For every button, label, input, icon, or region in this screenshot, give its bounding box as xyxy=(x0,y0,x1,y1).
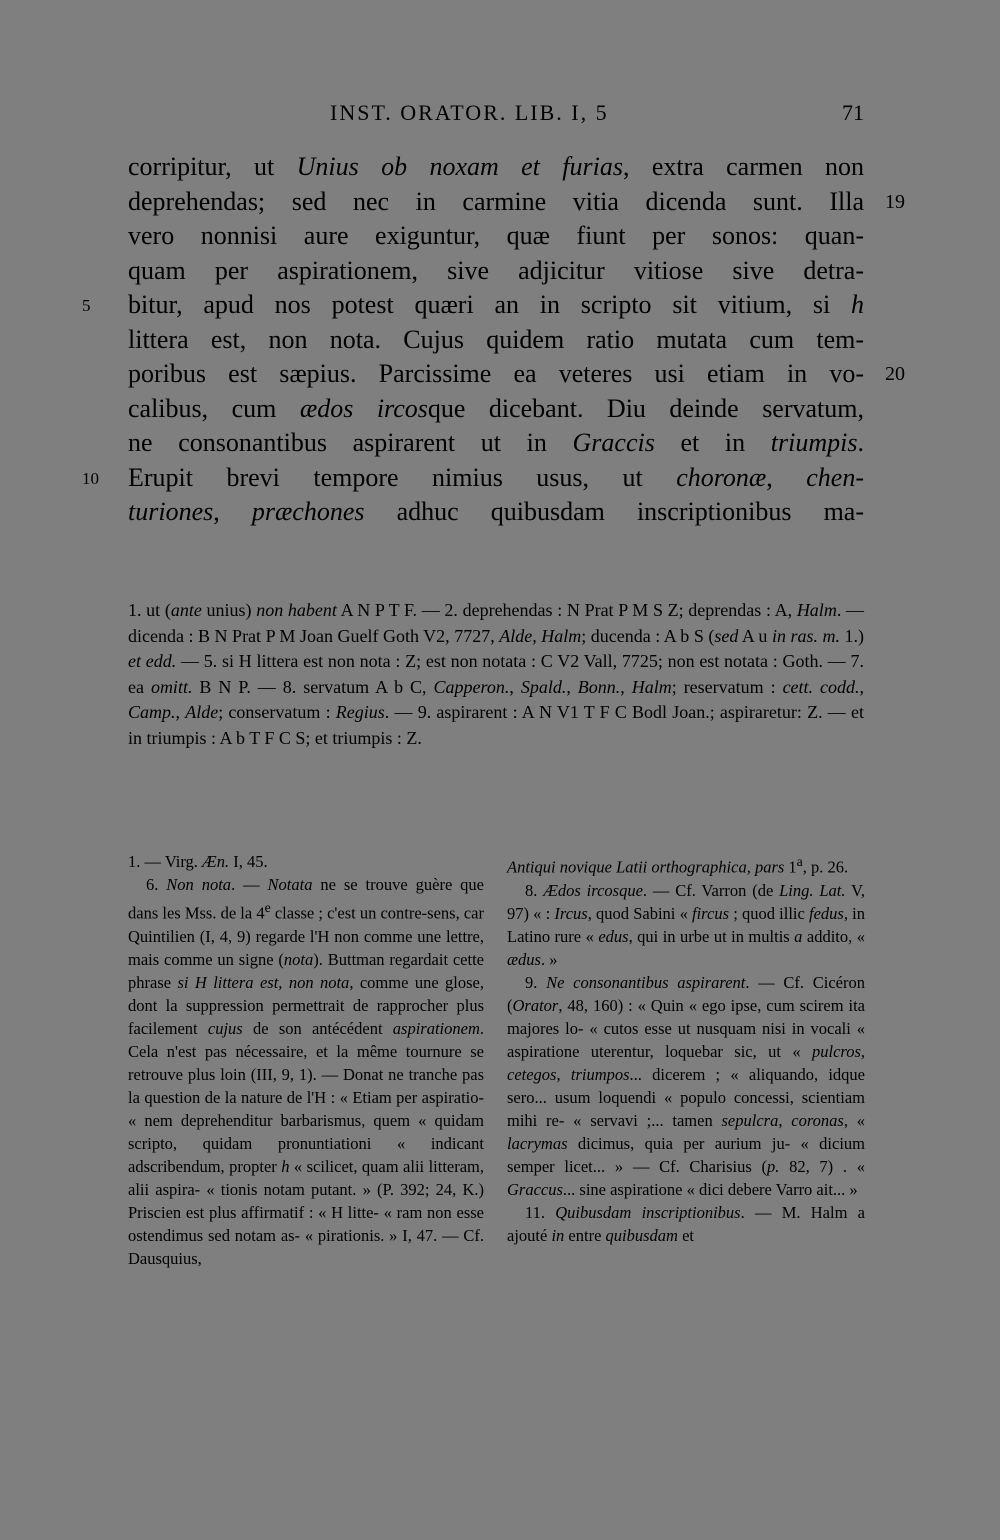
main-text-line: calibus, cum ædos ircosque dicebant. Diu deinde servatum, xyxy=(128,393,864,423)
main-text-line: turiones, præchones adhuc quibusdam inscriptionibus ma- xyxy=(128,497,864,526)
section-number: 20 xyxy=(885,363,905,385)
main-text-line: corripitur, ut Unius ob noxam et furias, extra carmen non xyxy=(128,152,865,181)
critical-apparatus: 1. ut (ante unius) non habent A N P T F. — 2. deprehendas : N Prat P M S Z; deprendas : A, Halm. — dicenda : B N Prat P M Joan Guelf Goth V2, 7727, Alde, Halm; ducenda : A b S (sed A u in ras. m. 1.) et edd. — 5. si H littera est non nota : Z; est non notata : C V2 Vall, 7725; non est notata : Goth. — 7. ea omitt. B N P. — 8. servatum A b C, Capperon., Spald., Bonn., Halm; reservatum : cett. codd., Camp., Alde; conservatum : Regius. — 9. aspirarent : A N V1 T F C Bodl Joan.; aspiraretur: Z. — et in triumpis : A b T F C S; et triumpis : Z. xyxy=(128,600,865,748)
main-text-line: quam per aspirationem, sive adjicitur vitiose sive detra- xyxy=(128,255,864,285)
main-text-line: ne consonantibus aspirarent ut in Graccis et in triumpis. xyxy=(128,428,864,457)
main-text-line: Erupit brevi tempore nimius usus, ut choronæ, chen- xyxy=(128,462,865,492)
main-text-line: bitur, apud nos potest quæri an in scripto sit vitium, si h xyxy=(128,290,864,319)
running-title: INST. ORATOR. LIB. I, 5 xyxy=(330,100,609,125)
note-paragraph: Antiqui novique Latii orthographica, pars 1$^a$, p. 26. xyxy=(507,854,849,877)
notes-right-column xyxy=(507,850,865,1247)
note-paragraph: 6. Non nota. — Notata ne se trouve guère que dans les Mss. de la 4e classe ; c'est un contre-sens, car Quintilien (I, 4, 9) regarde l'H non comme une lettre, mais comme un signe (nota). Buttman regardait cette phrase si H littera est, non nota, comme une glose, dont la suppression permettrait de rapprocher plus facilement cujus de son antécédent aspirationem. Cela n'est pas nécessaire, et la même tournure se retrouve plus loin (III, 9, 1). — Donat ne tranche pas la question de la nature de l'H : « Etiam per aspiratio- « nem deprehenditur barbarismus, quem « quidam scripto, quidam pronuntiationi « indicant adscribendum, propter h « scilicet, quam alii litteram, alii aspira- « tionis notam putant. » (P. 392; 24, K.) Priscien est plus affirmatif : « H litte- « ram non esse ostendimus sed notam as- « pirationis. » I, 47. — Cf. Dausquius, xyxy=(128,875,485,1268)
main-text-line: vero nonnisi aure exiguntur, quæ fiunt per sonos: quan- xyxy=(128,221,864,250)
page-header xyxy=(0,100,1000,134)
main-text-line: deprehendas; sed nec in carmine vitia dicenda sunt. Illa xyxy=(128,186,864,216)
main-text-line: littera est, non nota. Cujus quidem ratio mutata cum tem- xyxy=(128,324,864,354)
section-number: 19 xyxy=(885,190,905,213)
note-paragraph: 11. Quibusdam inscriptionibus. — M. Halm a ajouté in entre quibusdam et xyxy=(507,1202,865,1245)
note-paragraph: 1. — Virg. Æn. I, 45. xyxy=(128,852,268,871)
notes-left-column xyxy=(128,850,484,1270)
main-text-line: poribus est sæpius. Parcissime ea veteres usi etiam in vo- xyxy=(128,359,864,388)
note-paragraph: 8. Ædos ircosque. — Cf. Varron (de Ling. Lat. V, 97) « : Ircus, quod Sabini « fircus ; quod illic fedus, in Latino rure « edus, qui in urbe ut in multis a addito, « ædus. » xyxy=(507,880,865,969)
line-number: 5 xyxy=(82,296,91,315)
note-paragraph: 9. Ne consonantibus aspirarent. — Cf. Cicéron (Orator, 48, 160) : « Quin « ego ipse, cum scirem ita majores lo- « cutos esse ut nusquam nisi in vocali « aspiratione uterentur, loquebar sic, ut « pulcros, cetegos, triumpos... dicerem ; « aliquando, idque sero... usum loquendi « populo concessi, scientiam mihi re- « servavi ;... tamen sepulcra, coronas, « lacrymas dicimus, quia per aurium ju- « dicium semper licet... » — Cf. Charisius (p. 82, 7) . « Graccus... sine aspiratione « dici debere Varro ait... » xyxy=(507,972,866,1199)
line-number: 10 xyxy=(82,468,99,488)
page-number: 71 xyxy=(842,100,864,125)
